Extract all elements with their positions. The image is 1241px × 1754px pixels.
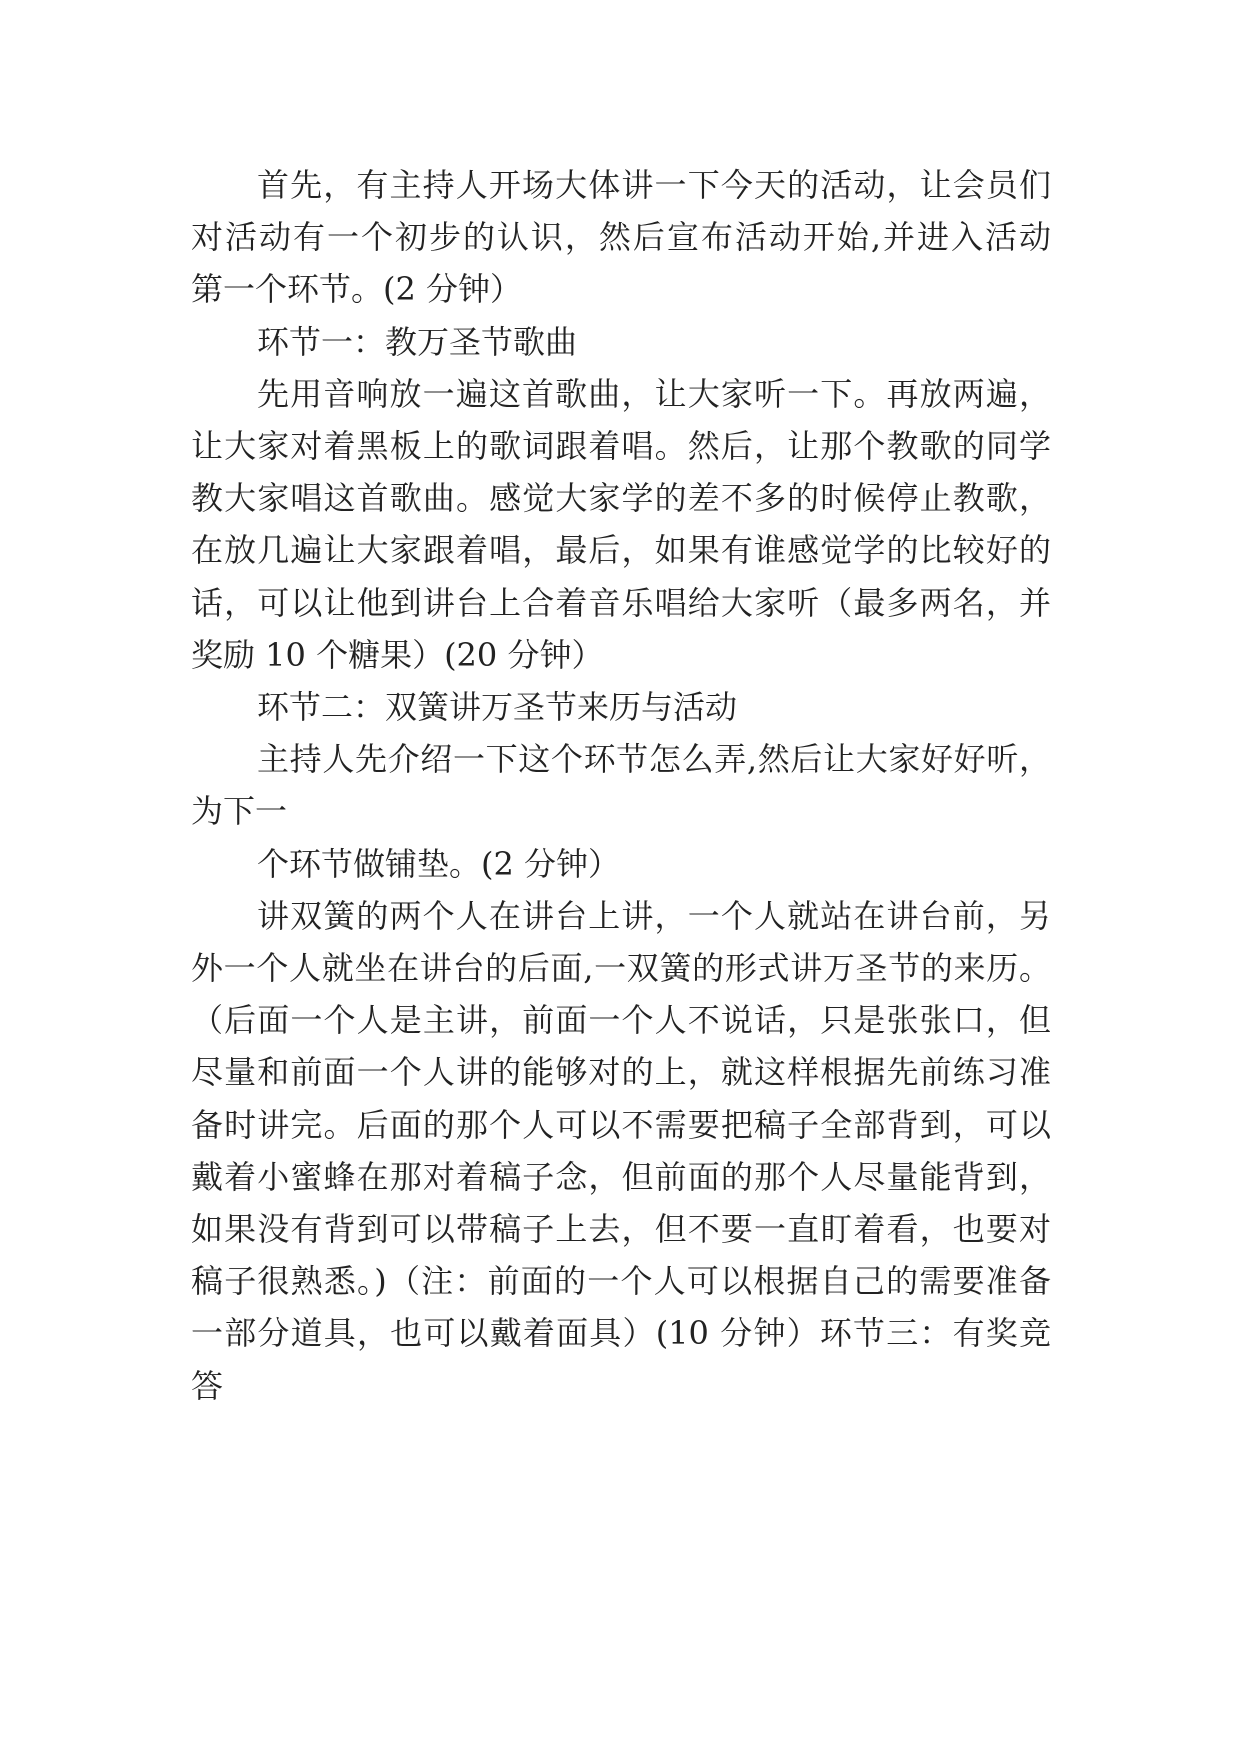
text-line: 如果没有背到可以带稿子上去，但不要一直盯着看，也要对	[191, 1210, 1051, 1248]
text-line: 答	[191, 1366, 224, 1405]
text-line: 话，可以让他到讲台上合着音乐唱给大家听（最多两名，并	[191, 583, 1051, 622]
text-line: 首先，有主持人开场大体讲一下今天的活动，让会员们	[257, 166, 1051, 204]
text-line: 在放几遍让大家跟着唱，最后，如果有谁感觉学的比较好的	[191, 531, 1051, 570]
text-line: 对活动有一个初步的认识，然后宣布活动开始,并进入活动	[191, 218, 1051, 257]
text-line: 个环节做铺垫。(2 分钟）	[257, 844, 621, 883]
text-line: 主持人先介绍一下这个环节怎么弄,然后让大家好好听，	[257, 740, 1051, 779]
text-line: 奖励 10 个糖果）(20 分钟）	[191, 635, 604, 674]
text-line: 稿子很熟悉。)（注：前面的一个人可以根据自己的需要准备	[191, 1262, 1051, 1301]
text-line: 外一个人就坐在讲台的后面,一双簧的形式讲万圣节的来历。	[191, 949, 1051, 987]
text-line: （后面一个人是主讲，前面一个人不说话，只是张张口，但	[191, 1001, 1051, 1040]
text-line: 环节一：教万圣节歌曲	[257, 322, 578, 361]
text-line: 戴着小蜜蜂在那对着稿子念，但前面的那个人尽量能背到，	[191, 1157, 1051, 1196]
text-line: 环节二：双簧讲万圣节来历与活动	[257, 688, 738, 726]
text-line: 尽量和前面一个人讲的能够对的上，就这样根据先前练习准	[191, 1053, 1051, 1092]
text-line: 让大家对着黑板上的歌词跟着唱。然后，让那个教歌的同学	[191, 427, 1051, 465]
text-line: 为下一	[191, 792, 288, 831]
text-line: 讲双簧的两个人在讲台上讲，一个人就站在讲台前，另	[257, 896, 1051, 935]
text-line: 先用音响放一遍这首歌曲，让大家听一下。再放两遍，	[257, 374, 1051, 413]
text-line: 第一个环节。(2 分钟）	[191, 270, 523, 309]
text-line: 教大家唱这首歌曲。感觉大家学的差不多的时候停止教歌，	[191, 479, 1051, 518]
text-line: 备时讲完。后面的那个人可以不需要把稿子全部背到，可以	[191, 1105, 1051, 1144]
text-line: 一部分道具，也可以戴着面具）(10 分钟）环节三：有奖竞	[191, 1314, 1051, 1353]
